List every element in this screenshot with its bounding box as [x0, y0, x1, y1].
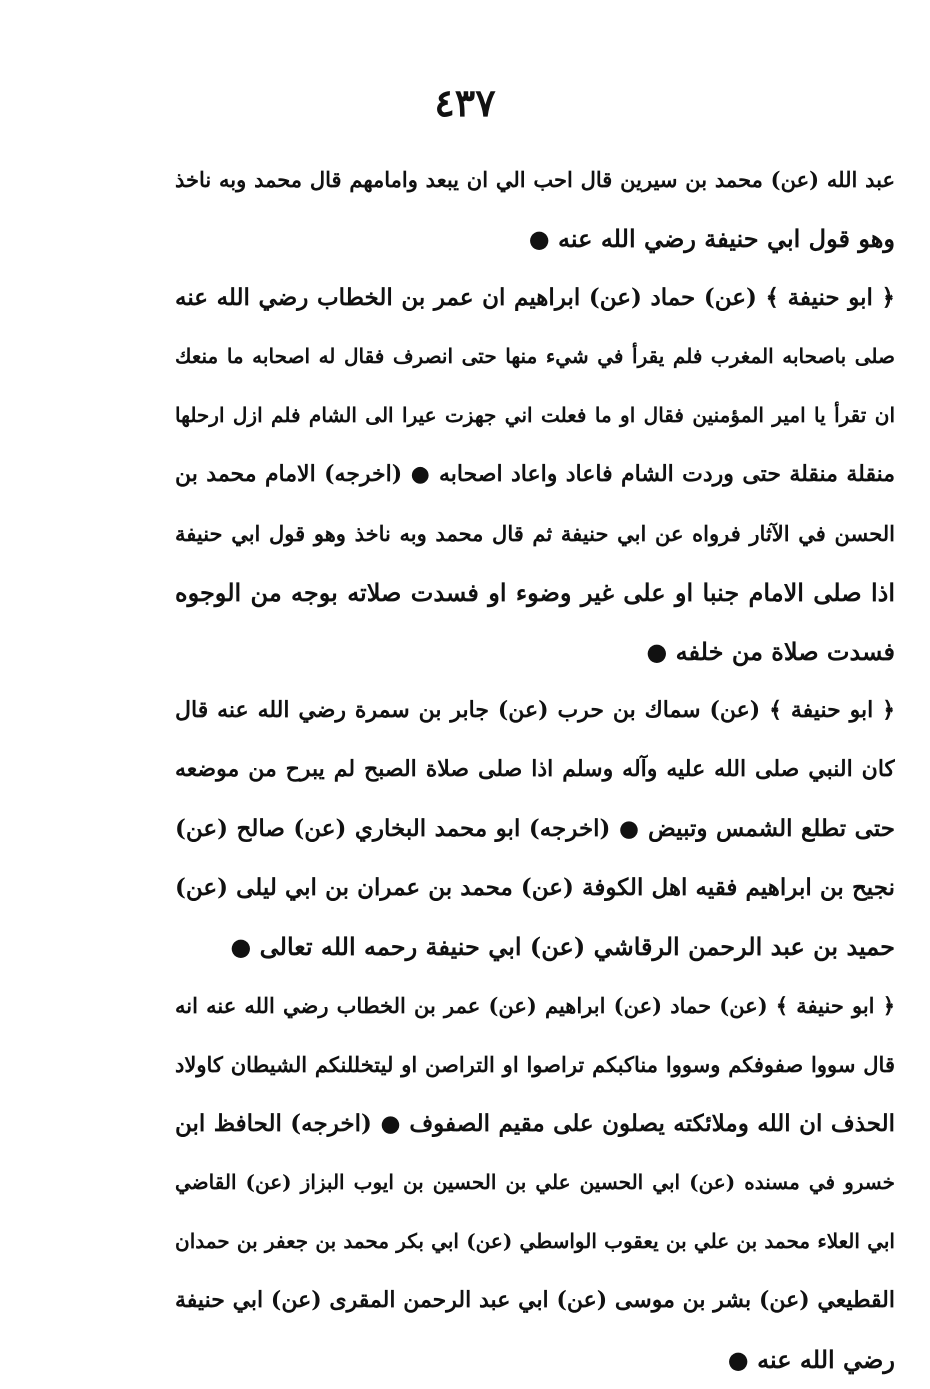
text-line: منقلة منقلة حتى وردت الشام فاعاد واعاد اصحابه ● (اخرجه) الامام محمد بن — [175, 461, 895, 487]
text-line: رضي الله عنه ● — [727, 1345, 895, 1374]
text-line: نجيح بن ابراهيم فقيه اهل الكوفة (عن) محمد بن عمران بن ابي ليلى (عن) — [175, 874, 895, 901]
text-line: وهو قول ابي حنيفة رضي الله عنه ● — [528, 224, 895, 253]
text-line: فسدت صلاة من خلفه ● — [646, 637, 895, 666]
text-line: الحذف ان الله وملائكته يصلون على مقيم الصفوف ● (اخرجه) الحافظ ابن — [175, 1110, 895, 1137]
text-line: صلى باصحابه المغرب فلم يقرأ في شيء منها حتى انصرف فقال له اصحابه ما منعك — [175, 344, 895, 368]
text-line: خسرو في مسنده (عن) ابي الحسين علي بن الحسين بن ايوب البزاز (عن) القاضي — [175, 1170, 895, 1194]
text-line: ﴿ ابو حنيفة ﴾ (عن) سماك بن حرب (عن) جابر بن سمرة رضي الله عنه قال — [175, 697, 895, 723]
text-line: عبد الله (عن) محمد بن سيرين قال احب الي ان يبعد وامامهم قال محمد وبه ناخذ — [175, 167, 895, 192]
text-line: ابي العلاء محمد بن علي بن يعقوب الواسطي (عن) ابي بكر محمد بن جعفر بن حمدان — [175, 1229, 895, 1253]
body-text — [175, 150, 895, 1389]
text-line: حميد بن عبد الرحمن الرقاشي (عن) ابي حنيفة رحمه الله تعالى ● — [230, 932, 895, 961]
page-number: ٤٣٧ — [434, 80, 496, 125]
text-line: حتى تطلع الشمس وتبيض ● (اخرجه) ابو محمد البخاري (عن) صالح (عن) — [175, 815, 895, 842]
text-line: الحسن في الآثار فرواه عن ابي حنيفة ثم قال محمد وبه ناخذ وهو قول ابي حنيفة — [175, 521, 895, 546]
text-line: القطيعي (عن) بشر بن موسى (عن) ابي عبد الرحمن المقرى (عن) ابي حنيفة — [175, 1287, 895, 1313]
text-line: اذا صلى الامام جنبا او على غير وضوء او فسدت صلاته بوجه من الوجوه — [175, 578, 895, 607]
text-line: ان تقرأ يا امير المؤمنين فقال او ما فعلت اني جهزت عيرا الى الشام فلم ازل ارحلها — [175, 403, 895, 427]
text-line: كان النبي صلى الله عليه وآله وسلم اذا صلى صلاة الصبح لم يبرح من موضعه — [175, 756, 895, 782]
text-line: ﴿ ابو حنيفة ﴾ (عن) حماد (عن) ابراهيم (عن) عمر بن الخطاب رضي الله عنه انه — [175, 993, 895, 1018]
text-line: قال سووا صفوفكم وسووا مناكبكم تراصوا او التراصن او ليتخللنكم الشيطان كاولاد — [175, 1052, 895, 1077]
text-line: ﴿ ابو حنيفة ﴾ (عن) حماد (عن) ابراهيم ان عمر بن الخطاب رضي الله عنه — [175, 284, 895, 311]
